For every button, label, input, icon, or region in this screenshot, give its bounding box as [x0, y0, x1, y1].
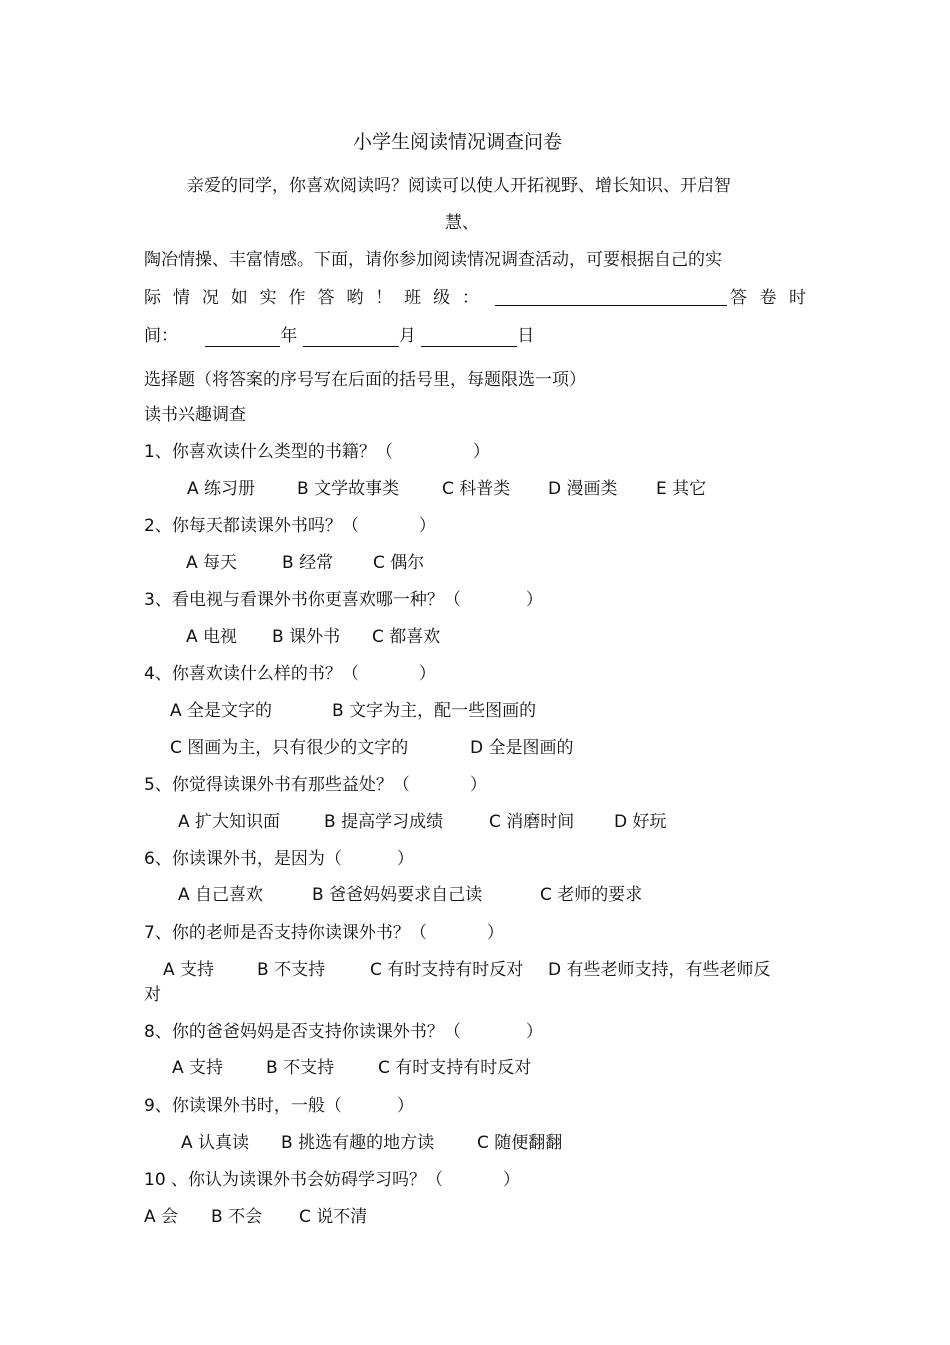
- option-q7-3: C 有时支持有时反对: [370, 960, 524, 980]
- month-label: 月: [398, 326, 416, 346]
- question-2: [144, 515, 436, 537]
- question-close-paren: ）: [396, 849, 414, 869]
- intro-end-char: 时: [789, 288, 806, 308]
- option-q8-3: C 有时支持有时反对: [378, 1058, 532, 1078]
- question-text: 1、你喜欢读什么类型的书籍？（: [144, 442, 393, 462]
- intro-line-1: 亲爱的同学，你喜欢阅读吗？阅读可以使人开拓视野、增长知识、开启智: [187, 176, 731, 196]
- intro-char: 况: [201, 288, 219, 308]
- option-q7-1: A 支持: [163, 960, 215, 980]
- option-q1-5: E 其它: [656, 479, 707, 499]
- date-prefix: 间：: [144, 326, 178, 346]
- question-text: 4、你喜欢读什么样的书？（: [144, 664, 359, 684]
- page-title: 小学生阅读情况调查问卷: [352, 131, 562, 153]
- question-text: 3、看电视与看课外书你更喜欢哪一种？（: [144, 590, 461, 610]
- question-close-paren: ）: [396, 1096, 414, 1116]
- day-blank[interactable]: [421, 328, 517, 347]
- question-text: 8、你的爸爸妈妈是否支持你读课外书？（: [144, 1022, 461, 1042]
- option-q8-1: A 支持: [172, 1058, 224, 1078]
- option-q1-1: A 练习册: [187, 479, 256, 499]
- class-blank[interactable]: [495, 287, 727, 306]
- option-q7-5: 对: [144, 985, 161, 1005]
- option-q3-3: C 都喜欢: [372, 627, 441, 647]
- question-text: 10 、你认为读课外书会妨碍学习吗？（: [144, 1170, 444, 1190]
- option-q10-2: B 不会: [211, 1207, 263, 1227]
- question-1: [144, 441, 490, 463]
- question-close-paren: ）: [503, 1170, 521, 1190]
- option-q4-2: B 文字为主，配一些图画的: [332, 701, 537, 721]
- option-q4-3: C 图画为主，只有很少的文字的: [170, 738, 409, 758]
- question-close-paren: ）: [525, 590, 543, 610]
- year-label: 年: [280, 326, 298, 346]
- question-7: [144, 922, 504, 944]
- intro-char: ！: [375, 288, 393, 308]
- intro-char: 级: [433, 288, 451, 308]
- question-text: 9、你读课外书时，一般（: [144, 1096, 342, 1116]
- option-q1-4: D 漫画类: [548, 479, 618, 499]
- question-3: [144, 589, 543, 611]
- option-q1-3: C 科普类: [442, 479, 511, 499]
- option-q6-3: C 老师的要求: [540, 885, 643, 905]
- option-q5-2: B 提高学习成绩: [324, 812, 444, 832]
- question-8: [144, 1021, 543, 1043]
- intro-char: 答: [317, 288, 335, 308]
- option-q5-1: A 扩大知识面: [178, 812, 281, 832]
- question-text: 2、你每天都读课外书吗？（: [144, 516, 359, 536]
- intro-char: 哟: [346, 288, 364, 308]
- month-blank[interactable]: [303, 328, 399, 347]
- year-blank[interactable]: [205, 328, 280, 347]
- option-q9-3: C 随便翻翻: [477, 1133, 563, 1153]
- question-5: [144, 774, 487, 796]
- question-close-paren: ）: [486, 923, 504, 943]
- intro-char: 情: [172, 288, 190, 308]
- option-q10-3: C 说不清: [299, 1207, 368, 1227]
- intro-line-3: 陶冶情操、丰富情感。下面，请你参加阅读情况调查活动，可要根据自己的实: [144, 250, 722, 270]
- question-text: 5、你觉得读课外书有那些益处？（: [144, 775, 410, 795]
- question-9: [144, 1095, 414, 1117]
- intro-end-char: 卷: [759, 288, 777, 308]
- option-q9-1: A 认真读: [181, 1133, 250, 1153]
- intro-char: 际: [144, 288, 161, 308]
- option-q4-1: A 全是文字的: [170, 701, 273, 721]
- intro-char: 实: [259, 288, 277, 308]
- intro-char: 作: [288, 288, 306, 308]
- question-close-paren: ）: [472, 442, 490, 462]
- option-q3-1: A 电视: [186, 627, 238, 647]
- intro-line-4-end: [730, 287, 806, 309]
- option-q7-4: D 有些老师支持，有些老师反: [548, 960, 771, 980]
- question-close-paren: ）: [469, 775, 487, 795]
- subsection-heading: 读书兴趣调查: [144, 405, 246, 425]
- option-q8-2: B 不支持: [266, 1058, 335, 1078]
- question-10: [144, 1169, 520, 1191]
- intro-char: ：: [461, 288, 479, 308]
- intro-line-2: 慧、: [445, 213, 479, 233]
- question-text: 7、你的老师是否支持你读课外书？（: [144, 923, 427, 943]
- date-line: [144, 325, 534, 347]
- question-4: [144, 663, 436, 685]
- option-q5-4: D 好玩: [614, 812, 667, 832]
- option-q6-1: A 自己喜欢: [178, 885, 264, 905]
- intro-end-char: 答: [730, 288, 747, 308]
- question-close-paren: ）: [525, 1022, 543, 1042]
- option-q3-2: B 课外书: [272, 627, 341, 647]
- option-q7-2: B 不支持: [257, 960, 326, 980]
- question-6: [144, 848, 414, 870]
- question-close-paren: ）: [418, 664, 436, 684]
- section-heading: 选择题（将答案的序号写在后面的括号里，每题限选一项）: [144, 370, 586, 390]
- option-q2-1: A 每天: [186, 553, 238, 573]
- option-q2-3: C 偶尔: [373, 553, 425, 573]
- option-q5-3: C 消磨时间: [489, 812, 575, 832]
- option-q4-4: D 全是图画的: [470, 738, 574, 758]
- option-q9-2: B 挑选有趣的地方读: [281, 1133, 435, 1153]
- option-q1-2: B 文学故事类: [297, 479, 400, 499]
- question-close-paren: ）: [418, 516, 436, 536]
- option-q10-1: A 会: [144, 1207, 179, 1227]
- day-label: 日: [517, 326, 535, 346]
- intro-char: 如: [230, 288, 248, 308]
- intro-line-4-chars: [144, 287, 514, 309]
- intro-char: 班: [404, 288, 422, 308]
- option-q2-2: B 经常: [282, 553, 334, 573]
- question-text: 6、你读课外书，是因为（: [144, 849, 342, 869]
- option-q6-2: B 爸爸妈妈要求自己读: [312, 885, 483, 905]
